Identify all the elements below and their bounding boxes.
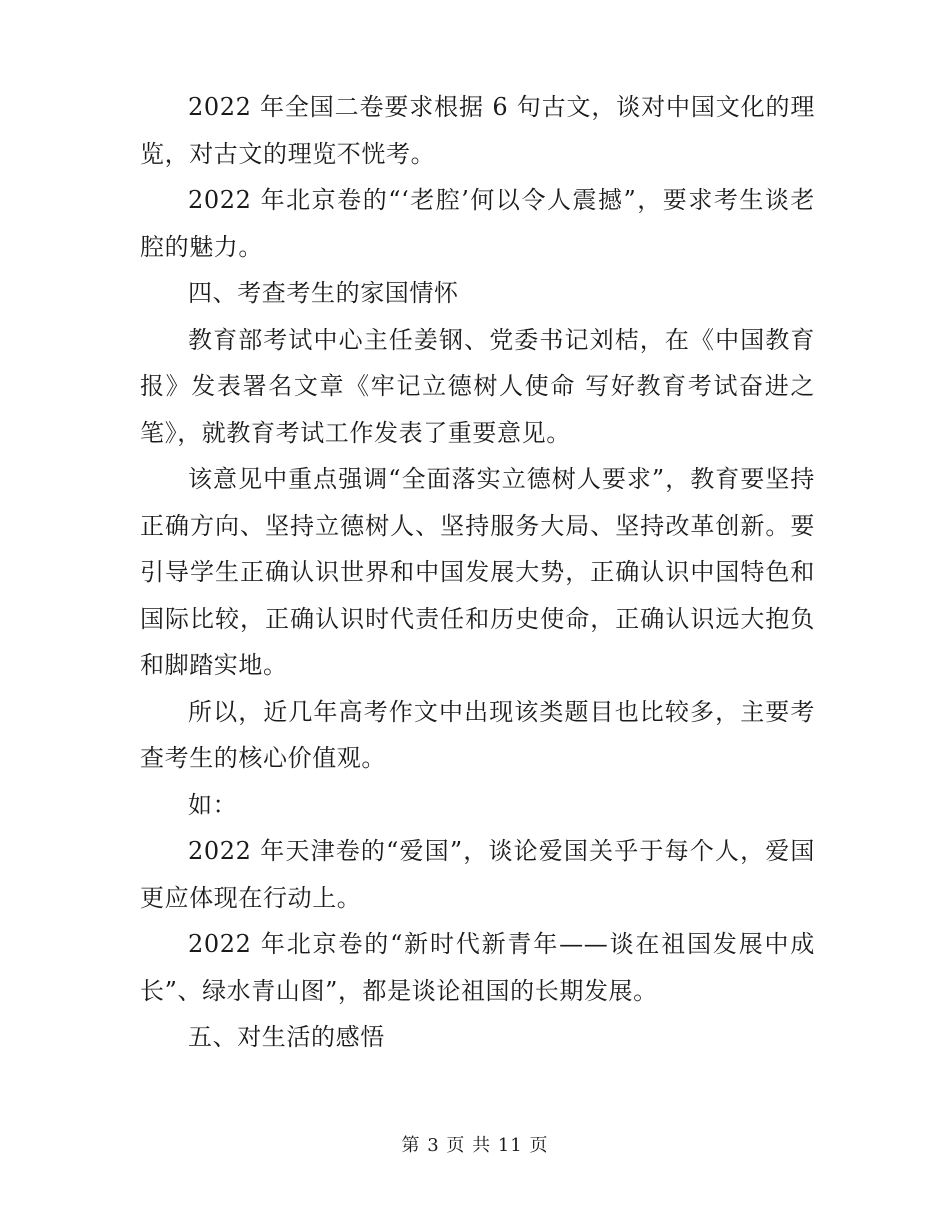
paragraph: 2022 年天津卷的“爱国”，谈论爱国关乎于每个人，爱国更应体现在行动上。: [140, 837, 815, 912]
page-number-footer: 第 3 页 共 11 页: [401, 1135, 549, 1156]
paragraph: 教育部考试中心主任姜钢、党委书记刘桔，在《中国教育报》发表署名文章《牢记立德树人使命 写好教育考试奋进之笔》，就教育考试工作发表了重要意见。: [140, 325, 815, 447]
paragraph: 2022 年北京卷的“‘老腔’何以令人震撼”，要求考生谈老腔的魅力。: [140, 186, 815, 261]
document-body: [140, 84, 815, 1061]
paragraph: 所以，近几年高考作文中出现该类题目也比较多，主要考查考生的核心价值观。: [140, 697, 815, 772]
paragraph: 2022 年北京卷的“新时代新青年——谈在祖国发展中成长”、绿水青山图”，都是谈论祖国的长期发展。: [140, 930, 815, 1005]
section-heading: 五、对生活的感悟: [188, 1023, 385, 1051]
paragraph: 2022 年全国二卷要求根据 6 句古文，谈对中国文化的理览，对古文的理览不恍考。: [140, 93, 815, 168]
paragraph: 如：: [188, 790, 238, 819]
paragraph: 该意见中重点强调“全面落实立德树人要求”，教育要坚持正确方向、坚持立德树人、坚持服务大局、坚持改革创新。要引导学生正确认识世界和中国发展大势，正确认识中国特色和国际比较，正确认识时代责任和历史使命，正确认识远大抱负和脚踏实地。: [140, 465, 815, 679]
section-heading: 四、考查考生的家国情怀: [188, 279, 459, 307]
